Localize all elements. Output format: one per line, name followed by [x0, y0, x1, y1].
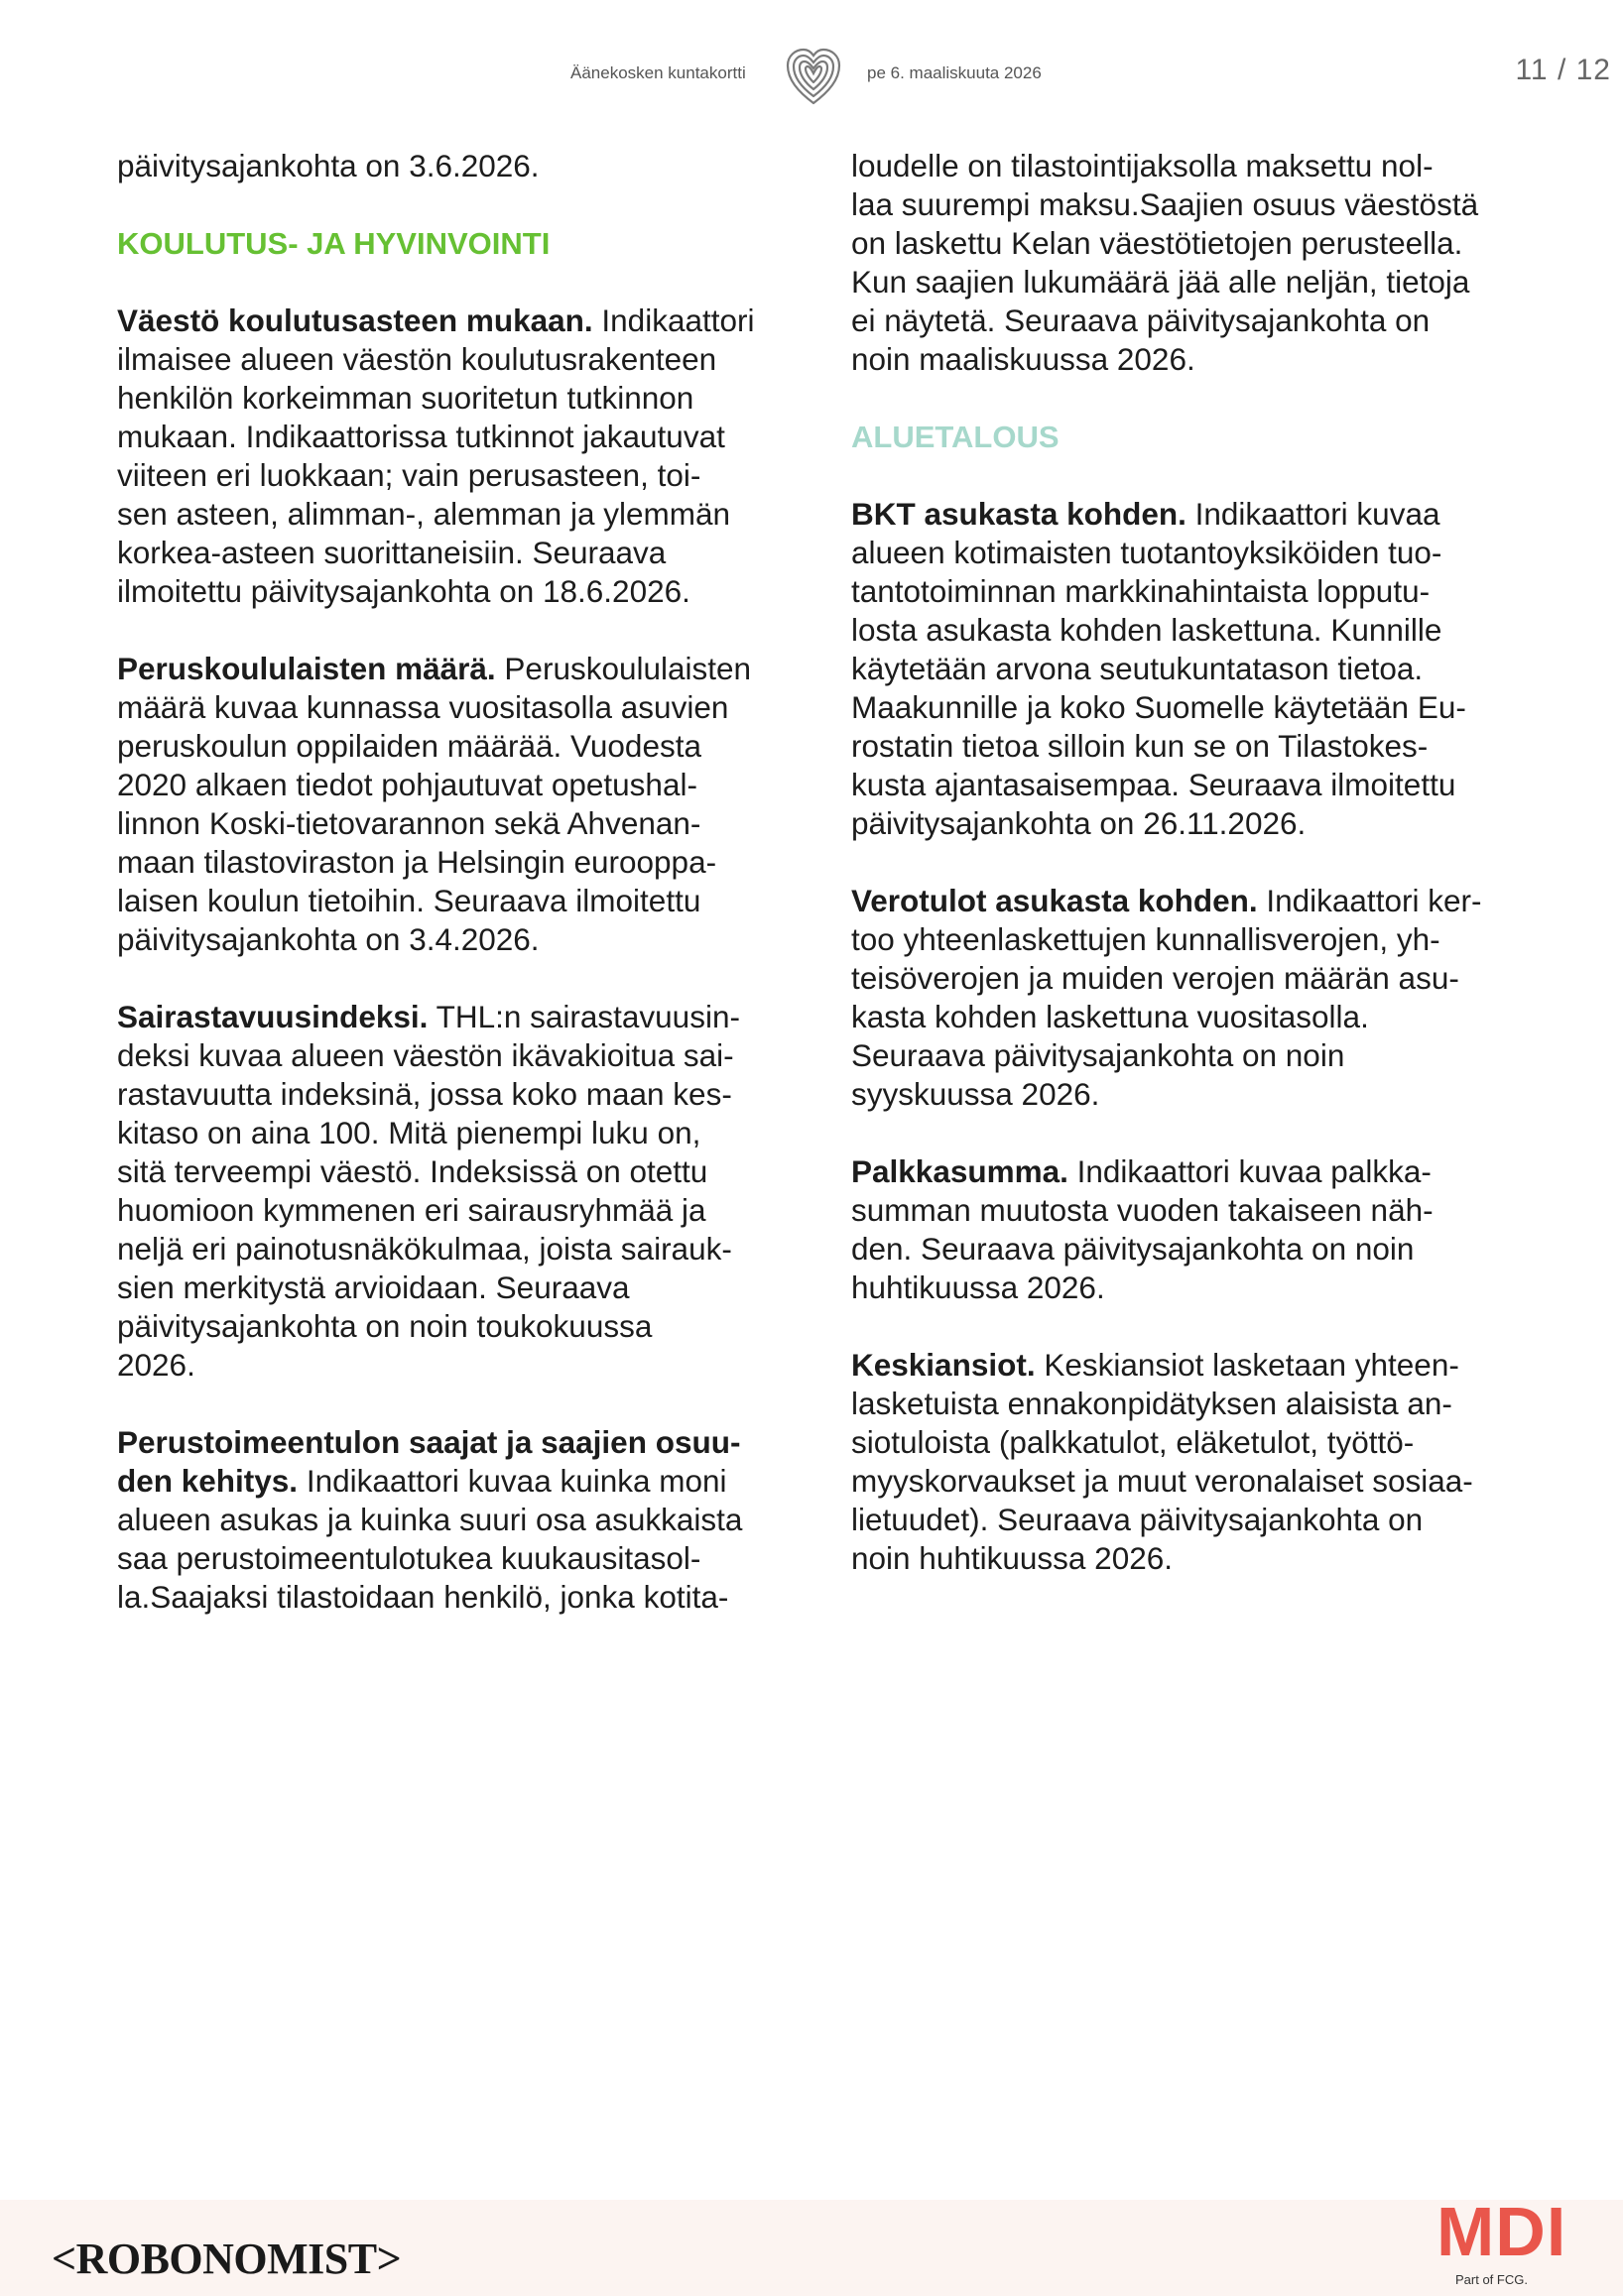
mdi-logo: MDI [1436, 2193, 1567, 2270]
section-title-aluetalous: ALUETALOUS [851, 420, 1060, 454]
entry-title: Sairastavuusindeksi. [117, 999, 429, 1034]
entry-title: Verotulot asukasta kohden. [851, 883, 1258, 918]
document-date: pe 6. maaliskuuta 2026 [867, 63, 1042, 82]
entry-title: Peruskoululaisten määrä. [117, 651, 496, 686]
entry-verotulot-asukasta-kohden: Verotulot asukasta kohden. Indikaattori ker- too yhteenlaskettujen kunnallisverojen, yh- teisöverojen ja muiden verojen määrän asu- kasta kohden laskettuna vuositasolla. Seuraava päivitysajankohta on noin syyskuussa 2026. [851, 883, 1482, 1112]
entry-title-line: den kehitys. [117, 1463, 299, 1499]
entry-sairastavuusindeksi: Sairastavuusindeksi. THL:n sairastavuusin- deksi kuvaa alueen väestön ikävakioitua sai- rastavuutta indeksinä, jossa koko maan kes- kitaso on aina 100. Mitä pienempi luku on, sitä terveempi väestö. Indeksissä on otettu huomioon kymmenen eri sairausryhmää ja neljä eri painotusnäkökulmaa, joista sairauk- sien merkitystä arvioidaan. Seuraava päivitysajankohta on noin toukokuussa 2026. [117, 999, 740, 1383]
entry-palkkasumma: Palkkasumma. Indikaattori kuvaa palkka- summan muutosta vuoden takaiseen näh- den. Seuraava päivitysajankohta on noin huhtikuussa 2026. [851, 1153, 1434, 1305]
entry-title: Väestö koulutusasteen mukaan. [117, 302, 593, 338]
right-column [851, 147, 1516, 1617]
intro-text: päivitysajankohta on 3.6.2026. [117, 148, 540, 183]
document-title: Äänekosken kuntakortti [570, 63, 746, 82]
entry-title-line: Perustoimeentulon saajat ja saajien osuu- [117, 1424, 741, 1460]
page-header [0, 0, 1623, 149]
entry-keskiansiot: Keskiansiot. Keskiansiot lasketaan yhteen- lasketuista ennakonpidätyksen alaisista an- siotuloista (palkkatulot, eläketulot, työttö- myyskorvaukset ja muut veronalaiset sosiaa- lietuudet). Seuraava päivitysajankohta on noin huhtikuussa 2026. [851, 1347, 1473, 1576]
mdi-logo-subtitle: Part of FCG. [1455, 2272, 1528, 2287]
entry-bkt-asukasta-kohden: BKT asukasta kohden. Indikaattori kuvaa alueen kotimaisten tuotantoyksiköiden tuo- tantotoiminnan markkinahintaista lopputu- losta asukasta kohden laskettuna. Kunnille käytetään arvona seutukuntatason tietoa. Maakunnille ja koko Suomelle käytetään Eu- rostatin tietoa silloin kun se on Tilastokes- kusta ajantasaisempaa. Seuraava ilmoitettu päivitysajankohta on 26.11.2026. [851, 496, 1466, 841]
continuation-text: loudelle on tilastointijaksolla maksettu nol- laa suurempi maksu.Saajien osuus väestöstä on laskettu Kelan väestötietojen perusteella. Kun saajien lukumäärä jää alle neljän, tietoja ei näytetä. Seuraava päivitysajankohta on noin maaliskuussa 2026. [851, 148, 1479, 377]
robonomist-logo: <ROBONOMIST> [52, 2235, 402, 2283]
fingerprint-heart-icon [784, 46, 843, 107]
entry-perustoimeentulon-saajat: Perustoimeentulon saajat ja saajien osuu- den kehitys. Indikaattori kuvaa kuinka moni alueen asukas ja kuinka suuri osa asukkaista saa perustoimeentulotukea kuukausitasol- la.Saajaksi tilastoidaan henkilö, jonka kotita- [117, 1424, 743, 1615]
page-indicator: 11 / 12 [1515, 54, 1611, 86]
left-column [117, 147, 777, 1655]
entry-vaesto-koulutusasteen-mukaan: Väestö koulutusasteen mukaan. Indikaattori ilmaisee alueen väestön koulutusrakenteen henkilön korkeimman suoritetun tutkinnon mukaan. Indikaattorissa tutkinnot jakautuvat viiteen eri luokkaan; vain perusasteen, toi- sen asteen, alimman-, alemman ja ylemmän korkea-asteen suorittaneisiin. Seuraava ilmoitettu päivitysajankohta on 18.6.2026. [117, 302, 755, 609]
entry-title: Palkkasumma. [851, 1153, 1068, 1189]
entry-title: BKT asukasta kohden. [851, 496, 1186, 532]
entry-title: Keskiansiot. [851, 1347, 1036, 1383]
entry-peruskoululaisten-maara: Peruskoululaisten määrä. Peruskoululaisten määrä kuvaa kunnassa vuositasolla asuvien peruskoulun oppilaiden määrää. Vuodesta 2020 alkaen tiedot pohjautuvat opetushal- linnon Koski-tietovarannon sekä Ahvenan- maan tilastoviraston ja Helsingin eurooppa- laisen koulun tietoihin. Seuraava ilmoitettu päivitysajankohta on 3.4.2026. [117, 651, 752, 957]
section-title-koulutus: KOULUTUS- JA HYVINVOINTI [117, 226, 551, 261]
